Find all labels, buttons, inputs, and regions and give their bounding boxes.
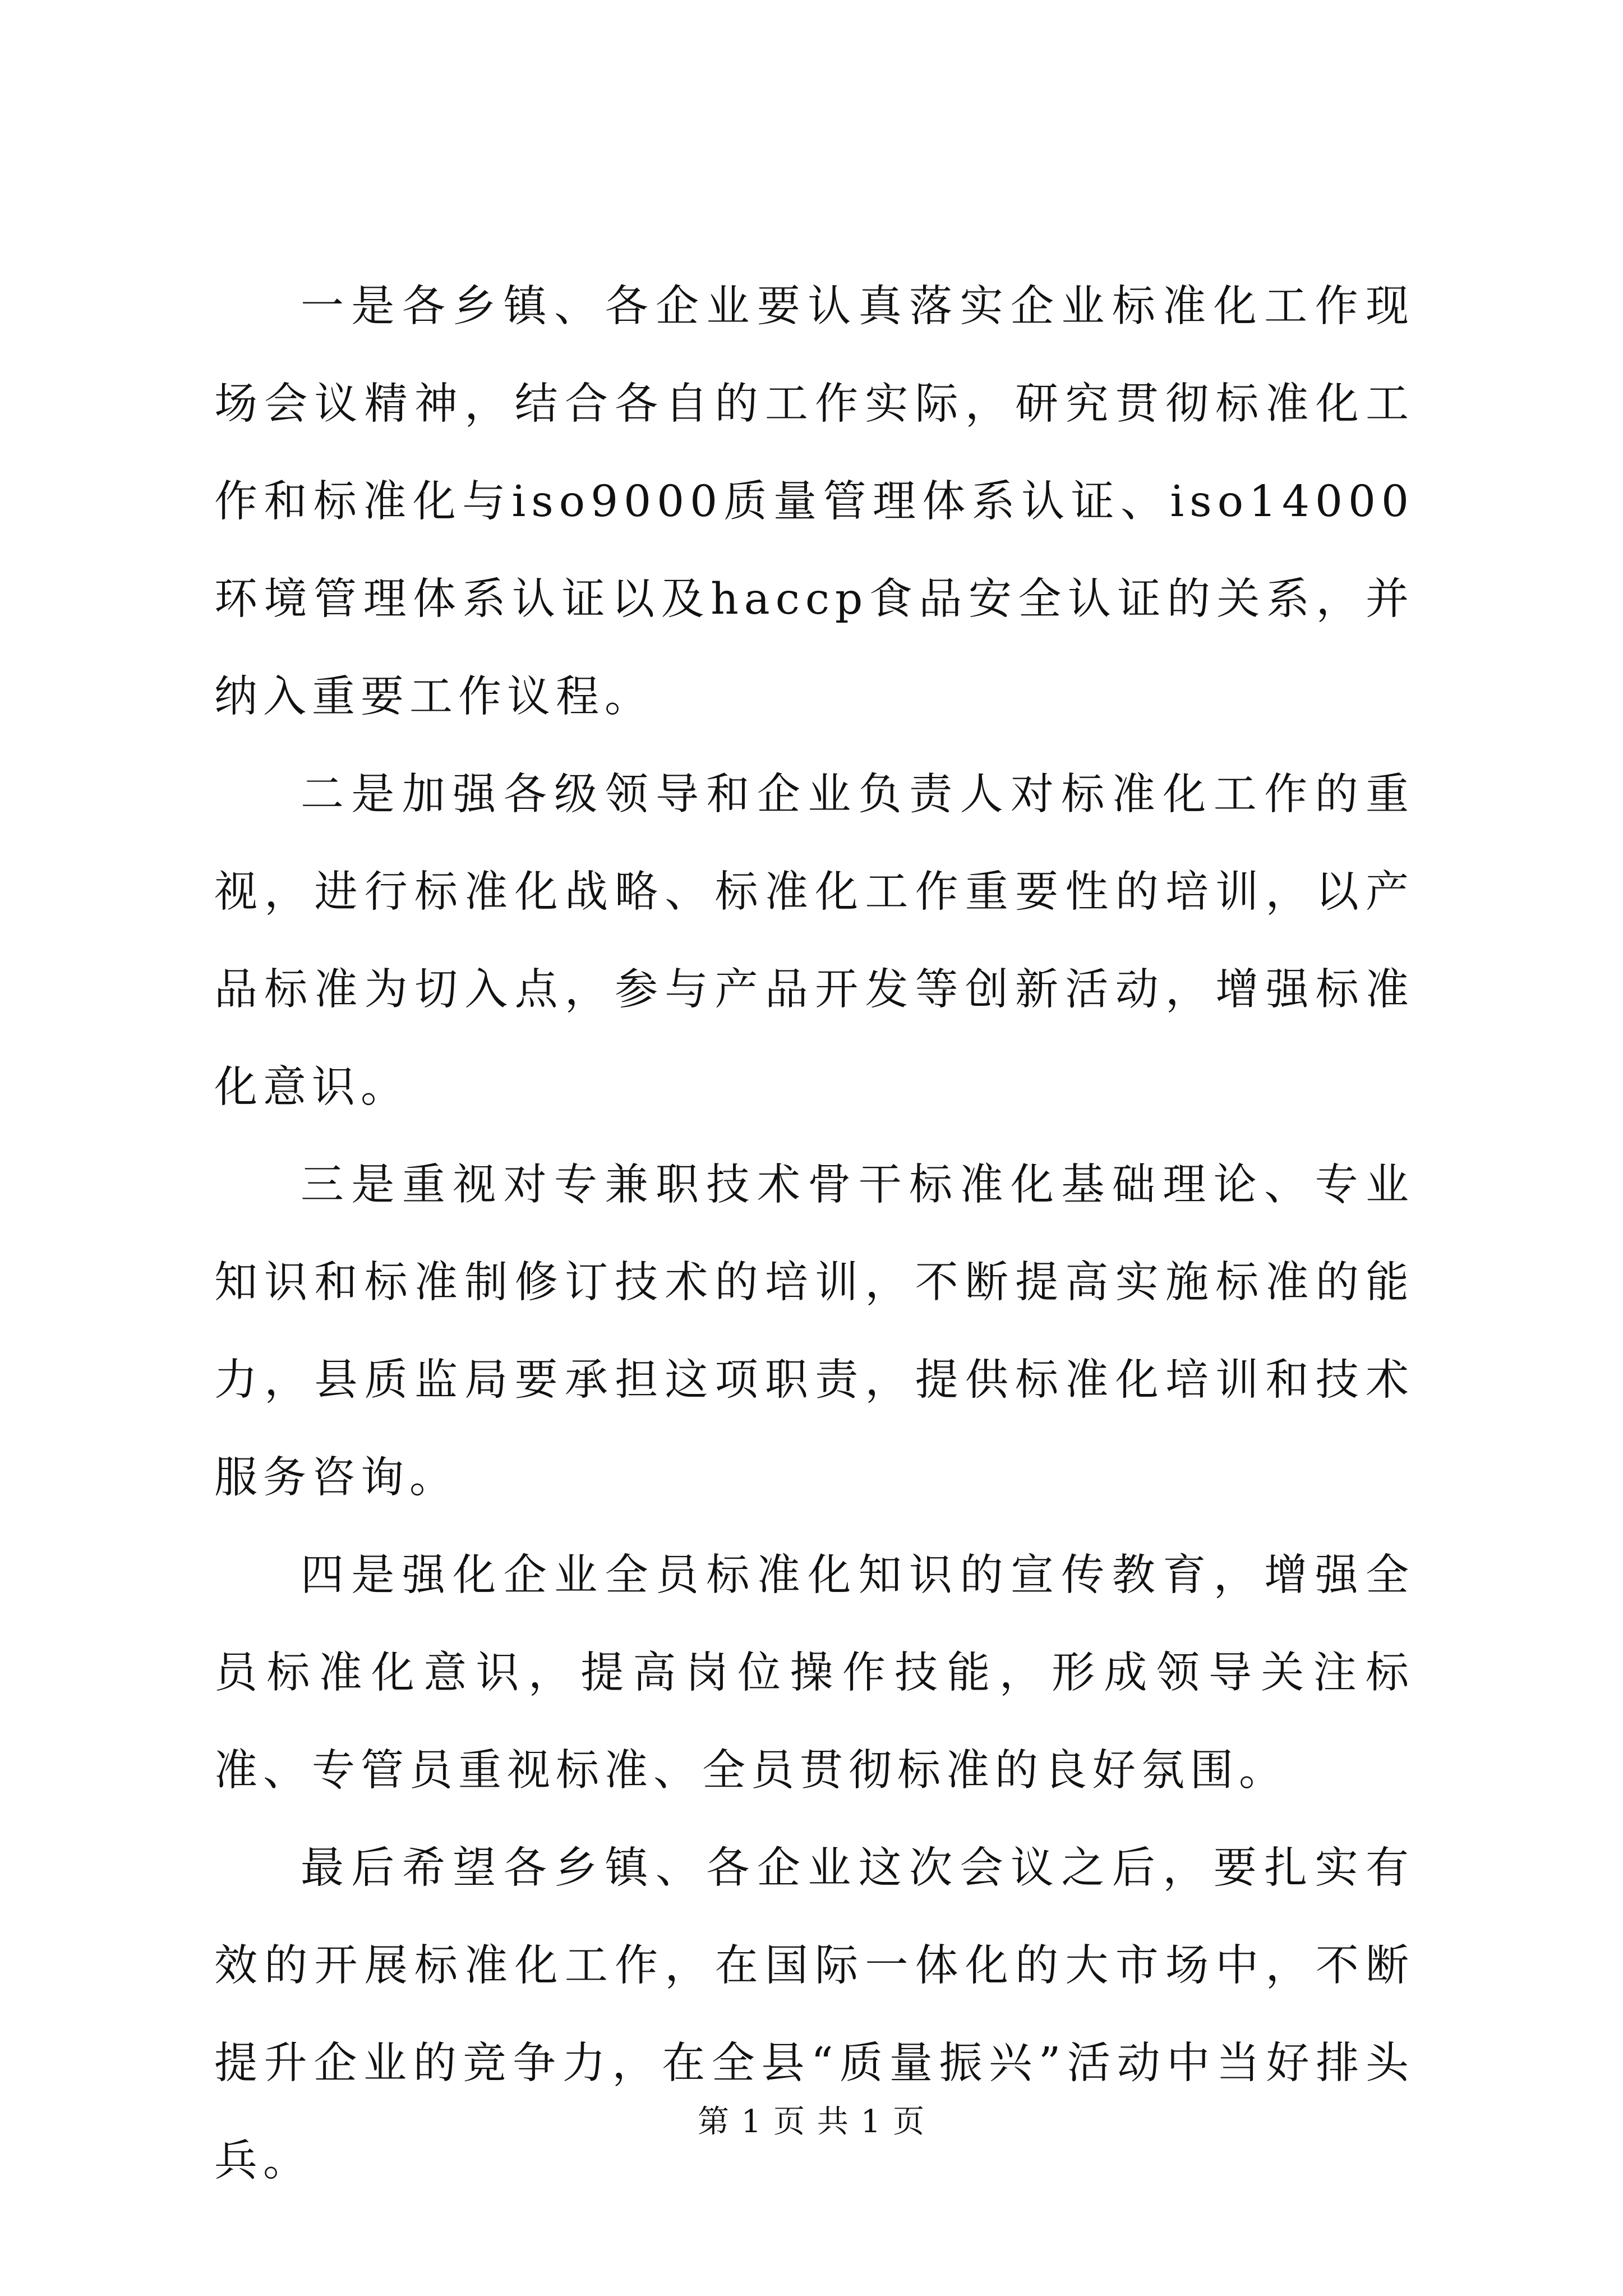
paragraph-1: 一是各乡镇、各企业要认真落实企业标准化工作现场会议精神，结合各自的工作实际，研究贯彻标准化工作和标准化与iso9000质量管理体系认证、iso14000环境管理体系认证以及haccp食品安全认证的关系，并纳入重要工作议程。 [214, 282, 1414, 722]
paragraph-2: 二是加强各级领导和企业负责人对标准化工作的重视，进行标准化战略、标准化工作重要性的培训，以产品标准为切入点，参与产品开发等创新活动，增强标准化意识。 [214, 770, 1414, 1112]
paragraph-4: 四是强化企业全员标准化知识的宣传教育，增强全员标准化意识，提高岗位操作技能，形成领导关注标准、专管员重视标准、全员贯彻标准的良好氛围。 [214, 1550, 1414, 1796]
page-number-footer: 第 1 页 共 1 页 [697, 2104, 926, 2140]
document-body [214, 258, 1414, 2210]
paragraph-3: 三是重视对专兼职技术骨干标准化基础理论、专业知识和标准制修订技术的培训，不断提高实施标准的能力，县质监局要承担这项职责，提供标准化培训和技术服务咨询。 [214, 1160, 1414, 1503]
paragraph-5: 最后希望各乡镇、各企业这次会议之后，要扎实有效的开展标准化工作，在国际一体化的大市场中，不断提升企业的竞争力，在全县“质量振兴”活动中当好排头兵。 [214, 1843, 1414, 2186]
